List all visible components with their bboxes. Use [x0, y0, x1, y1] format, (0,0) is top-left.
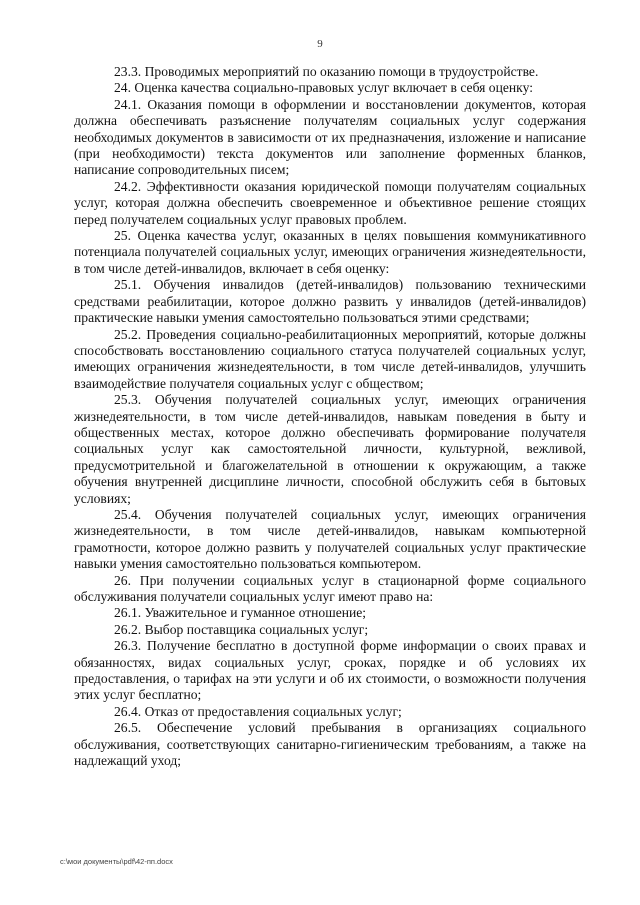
page-number: 9: [317, 38, 323, 50]
paragraph-24-1: 24.1. Оказания помощи в оформлении и восстановлении документов, которая должна обеспечивать разъяснение получателям социальных услуг содержания необходимых документов в зависимости от их предназначения, изложение и написание (при необходимости) текста документов или заполнение форменных бланков, написание сопроводительных писем;: [74, 96, 586, 178]
paragraph-26-2: 26.2. Выбор поставщика социальных услуг;: [114, 621, 369, 637]
paragraph-26-1: 26.1. Уважительное и гуманное отношение;: [114, 605, 367, 621]
paragraph-26: 26. При получении социальных услуг в стационарной форме социального обслуживания получатели социальных услуг имеют право на:: [74, 572, 586, 604]
paragraph-24: 24. Оценка качества социально-правовых услуг включает в себя оценку:: [114, 80, 533, 96]
paragraph-25-2: 25.2. Проведения социально-реабилитационных мероприятий, которые должны способствовать восстановлению социального статуса получателей социальных услуг, имеющих ограничения жизнедеятельности, в том числе детей-инвалидов, улучшить взаимодействие получателя социальных услуг с обществом;: [74, 326, 586, 391]
file-path-footer: c:\мои документы\pdf\42-пп.docx: [60, 857, 173, 866]
document-body: [74, 64, 586, 769]
paragraph-25-3: 25.3. Обучения получателей социальных услуг, имеющих ограничения жизнедеятельности, в том числе детей-инвалидов, навыкам поведения в быту и общественных местах, которое должно обеспечивать формирование получателя социальных услуг как самостоятельной личности, культурной, вежливой, предусмотрительной и благожелательной в отношении к окружающим, а также обучения внутренней дисциплине личности, способной обслужить себя в бытовых условиях;: [74, 392, 586, 506]
paragraph-23-3: 23.3. Проводимых мероприятий по оказанию помощи в трудоустройстве.: [114, 64, 539, 79]
paragraph-25-1: 25.1. Обучения инвалидов (детей-инвалидов) пользованию техническими средствами реабилитации, которое должно развить у инвалидов (детей-инвалидов) практические навыки умения самостоятельно пользоваться этими средствами;: [74, 277, 586, 326]
paragraph-24-2: 24.2. Эффективности оказания юридической помощи получателям социальных услуг, которая должна обеспечить своевременное и объективное решение стоящих перед получателем социальных услуг правовых проблем.: [74, 178, 586, 227]
paragraph-25: 25. Оценка качества услуг, оказанных в целях повышения коммуникативного потенциала получателей социальных услуг, имеющих ограничения жизнедеятельности, в том числе детей-инвалидов, включает в себя оценку:: [74, 228, 586, 276]
paragraph-26-5: 26.5. Обеспечение условий пребывания в организациях социального обслуживания, соответствующих санитарно-гигиеническим требованиям, а также на надлежащий уход;: [74, 720, 586, 769]
paragraph-26-4: 26.4. Отказ от предоставления социальных услуг;: [114, 703, 402, 719]
paragraph-26-3: 26.3. Получение бесплатно в доступной форме информации о своих правах и обязанностях, видах социальных услуг, сроках, порядке и об условиях их предоставления, о тарифах на эти услуги и об их стоимости, о возможности получения этих услуг бесплатно;: [74, 638, 586, 703]
paragraph-25-4: 25.4. Обучения получателей социальных услуг, имеющих ограничения жизнедеятельности, в том числе детей-инвалидов, навыкам компьютерной грамотности, которое должно развить у получателей социальных услуг практические навыки умения самостоятельно пользоваться компьютером.: [74, 506, 586, 572]
